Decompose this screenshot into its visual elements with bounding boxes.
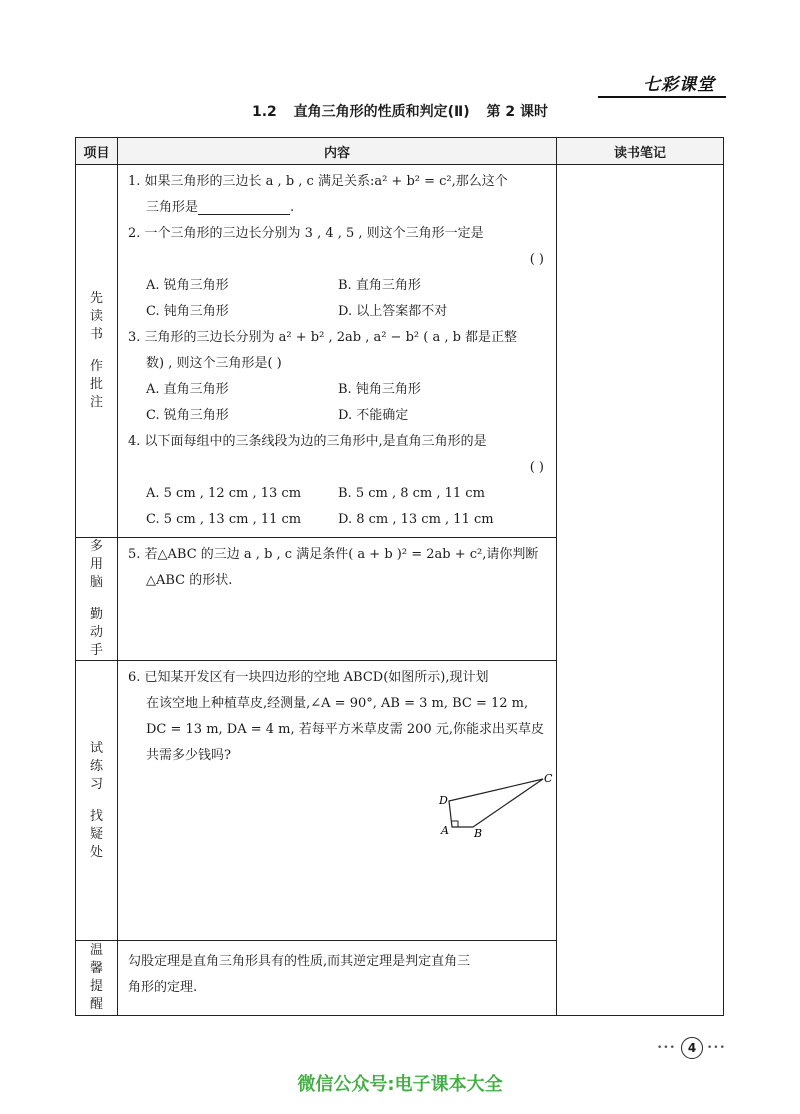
q4-option-b: B. 5 cm , 8 cm , 11 cm: [338, 486, 485, 501]
title-number: 1.2: [251, 104, 277, 120]
label-char: 习: [89, 776, 103, 792]
q6-line2: 在该空地上种植草皮,经测量,∠A = 90°, AB = 3 m, BC = 12 m,: [146, 696, 529, 711]
q4-options-row2: [128, 507, 548, 533]
section-practice-content: [118, 661, 557, 941]
label-char: 处: [89, 844, 103, 860]
q3-option-b: B. 钝角三角形: [338, 382, 421, 397]
q4-options-row1: [128, 481, 548, 507]
q3-options-row1: [128, 377, 548, 403]
page-number-badge: [657, 1041, 727, 1057]
title-text: 直角三角形的性质和判定(Ⅱ): [293, 104, 470, 120]
label-char: 练: [89, 758, 103, 774]
page-dots-left: •••: [657, 1043, 676, 1053]
page-dots-right: •••: [707, 1043, 726, 1053]
watermark-text: 微信公众号:电子课本大全: [297, 1074, 503, 1095]
label-char: 温: [89, 943, 103, 958]
label-char: 脑: [89, 575, 103, 590]
section-tip-content: [118, 941, 557, 1016]
page-number: 4: [681, 1037, 703, 1059]
q2-options-row1: [128, 273, 548, 299]
page-title: [0, 101, 800, 121]
label-b: B: [474, 827, 483, 840]
reading-notes-area[interactable]: [557, 165, 724, 1016]
title-session: 第 2 课时: [486, 104, 549, 120]
q3-option-a: A. 直角三角形: [146, 382, 229, 397]
brand-underline: [598, 96, 726, 98]
q4-line1: 4. 以下面每组中的三条线段为边的三角形中,是直角三角形的是: [128, 434, 487, 449]
q1-line2-text: 三角形是: [146, 200, 199, 215]
quadrilateral-figure: [128, 769, 553, 847]
q6-line3: DC = 13 m, DA = 4 m, 若每平方米草皮需 200 元,你能求出买草皮: [146, 722, 544, 737]
label-char: 用: [89, 557, 103, 572]
q2-option-d: D. 以上答案都不对: [338, 304, 448, 319]
q4-option-a: A. 5 cm , 12 cm , 13 cm: [146, 486, 302, 501]
q1-line2: [128, 195, 548, 221]
tip-line1: 勾股定理是直角三角形具有的性质,而其逆定理是判定直角三: [128, 954, 471, 969]
label-char: 多: [89, 539, 103, 554]
label-a: A: [441, 824, 449, 837]
table-header-row: [76, 138, 724, 165]
section-label-think: [76, 538, 118, 661]
label-char: 读: [89, 309, 103, 324]
label-char: 馨: [89, 961, 103, 976]
q5-line1: 5. 若△ABC 的三边 a , b , c 满足条件( a + b )² = 2ab + c²,请你判断: [128, 547, 539, 562]
q3-options-row2: [128, 403, 548, 429]
label-d: D: [439, 794, 448, 807]
label-char: 批: [89, 377, 103, 392]
label-char: 醒: [89, 997, 103, 1012]
q1-answer-blank[interactable]: [198, 198, 290, 215]
q3-line2: 数) , 则这个三角形是( ): [146, 356, 282, 371]
q2-options-row2: [128, 299, 548, 325]
quadrilateral-diagram: [128, 769, 553, 847]
q3-option-d: D. 不能确定: [338, 408, 409, 423]
label-char: 书: [89, 327, 103, 342]
section-think-content: [118, 538, 557, 661]
q3-option-c: C. 锐角三角形: [146, 408, 229, 423]
label-char: 提: [89, 979, 103, 994]
section-label-read: [76, 165, 118, 538]
study-table: [75, 137, 724, 1016]
section-read: [76, 165, 724, 538]
label-char: 注: [89, 395, 103, 410]
q4-option-d: D. 8 cm , 13 cm , 11 cm: [338, 512, 494, 527]
q3-line1: 3. 三角形的三边长分别为 a² + b² , 2ab , a² − b² ( a , b 都是正整: [128, 330, 518, 345]
right-angle-mark: [452, 821, 458, 827]
q6-line1: 6. 已知某开发区有一块四边形的空地 ABCD(如图所示),现计划: [128, 670, 489, 685]
label-char: 勤: [89, 607, 103, 622]
q6-line4: 共需多少钱吗?: [146, 748, 231, 763]
label-char: 找: [89, 808, 103, 824]
section-label-practice: [76, 661, 118, 941]
section-read-content: [118, 165, 557, 538]
label-c: C: [544, 772, 553, 785]
label-char: 先: [89, 291, 103, 306]
brand-logo: 七彩课堂: [643, 75, 715, 95]
label-char: 试: [89, 740, 103, 756]
tip-line2: 角形的定理.: [128, 980, 198, 995]
section-label-tip: [76, 941, 118, 1016]
label-char: 手: [89, 643, 103, 658]
header-notes: 读书笔记: [557, 138, 724, 165]
q4-answer-paren[interactable]: ( ): [529, 460, 544, 475]
q2-answer-paren[interactable]: ( ): [529, 252, 544, 267]
q1-line1: 1. 如果三角形的三边长 a , b , c 满足关系:a² + b² = c²,那么这个: [128, 174, 508, 189]
label-char: 疑: [89, 826, 103, 842]
header-content: 内容: [118, 138, 557, 165]
q2-option-a: A. 锐角三角形: [146, 278, 229, 293]
quadrilateral-abcd: [449, 779, 543, 827]
label-char: 作: [89, 359, 103, 374]
q5-line2: △ABC 的形状.: [146, 573, 233, 588]
q1-line2-end: .: [290, 200, 295, 215]
q2-option-c: C. 钝角三角形: [146, 304, 229, 319]
label-char: 动: [89, 625, 103, 640]
q2-option-b: B. 直角三角形: [338, 278, 421, 293]
header-item: 项目: [76, 138, 118, 165]
q2-line1: 2. 一个三角形的三边长分别为 3 , 4 , 5 , 则这个三角形一定是: [128, 226, 484, 241]
q4-option-c: C. 5 cm , 13 cm , 11 cm: [146, 512, 302, 527]
